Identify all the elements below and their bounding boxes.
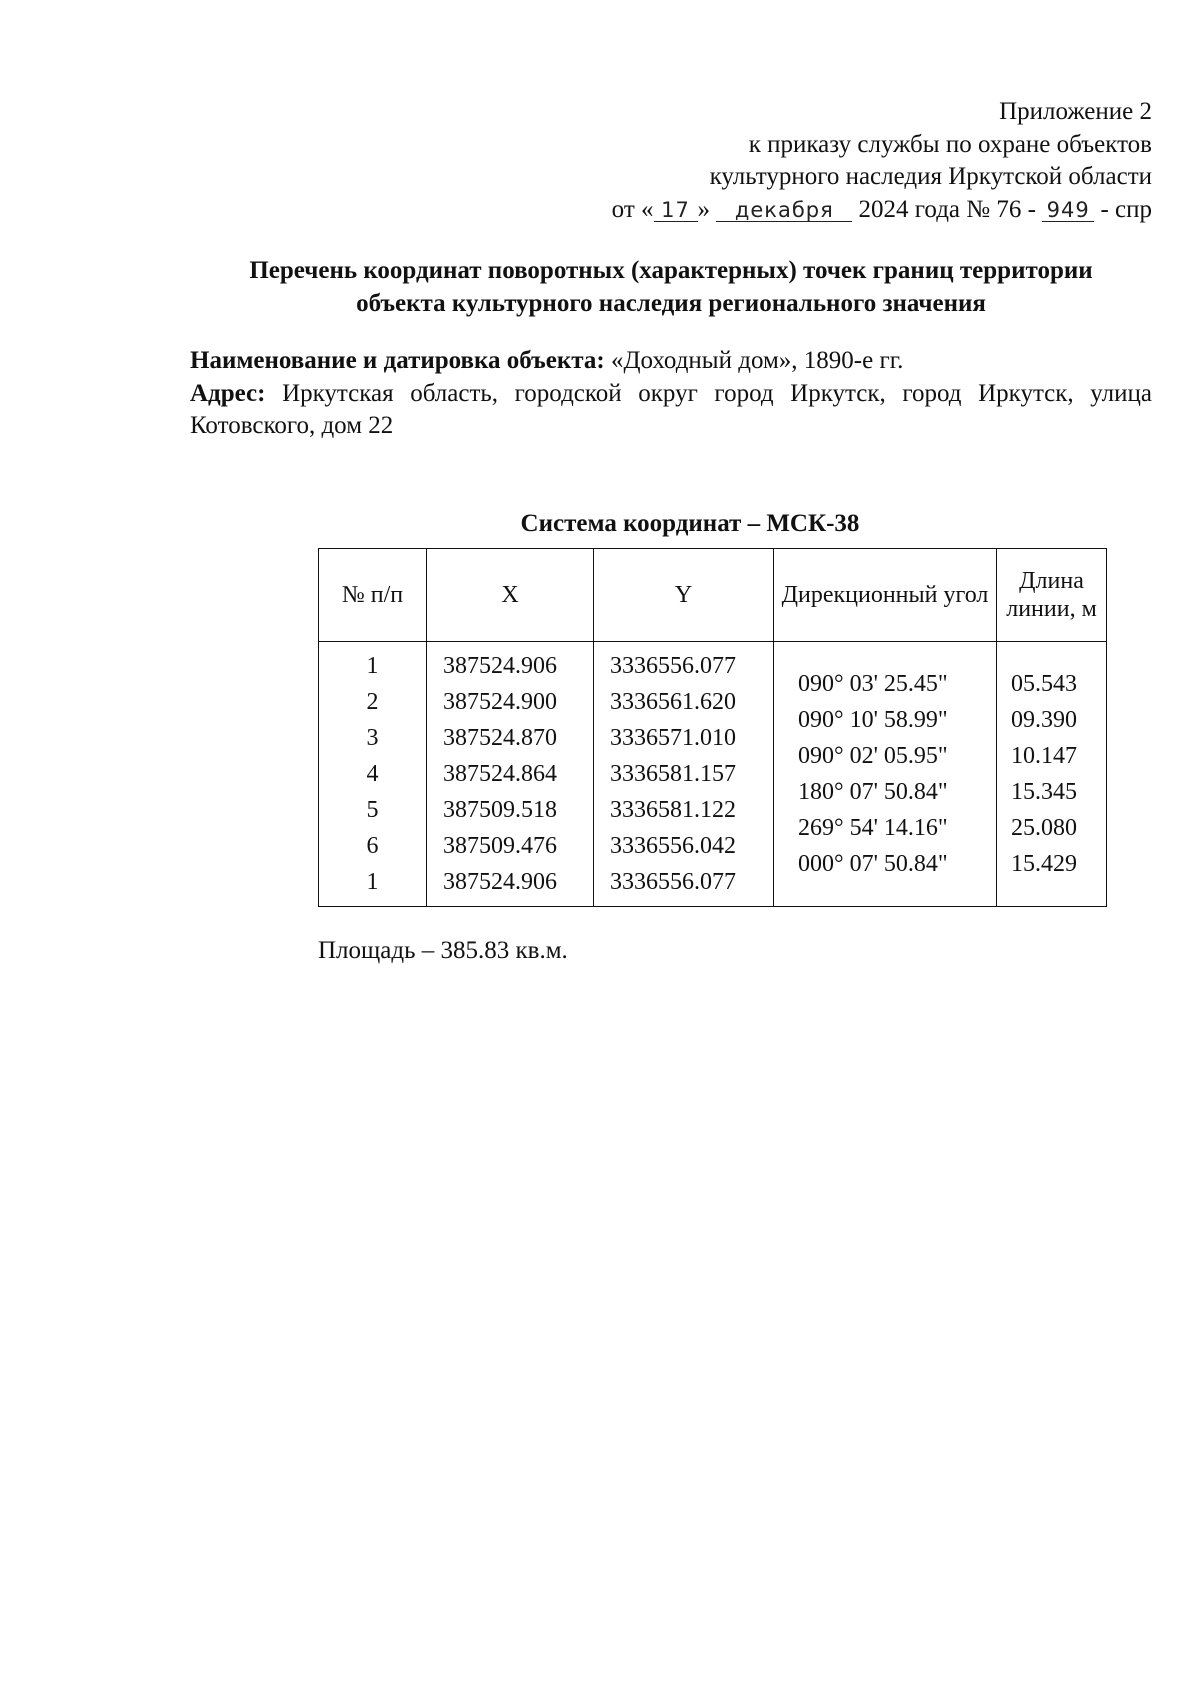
object-name-label: Наименование и датировка объекта: [190, 347, 605, 374]
date-prefix: от « [611, 195, 654, 223]
handwritten-day: 17 [654, 199, 698, 222]
point-x: 387509.476 [443, 833, 557, 859]
area-text: Площадь – 385.83 кв.м. [318, 937, 568, 964]
point-x: 387524.906 [443, 653, 557, 679]
y-column [594, 642, 774, 907]
angle-column [774, 642, 997, 907]
appendix-order-line: к приказу службы по охране объектов [748, 130, 1152, 158]
point-number: 5 [366, 797, 379, 823]
segment-angle: 090° 02' 05.95" [798, 743, 948, 769]
point-y: 3336556.077 [610, 869, 736, 895]
year-text: 2024 года № 76 - [858, 195, 1036, 223]
point-y: 3336556.042 [610, 833, 736, 859]
point-number: 2 [366, 689, 379, 715]
point-x: 387509.518 [443, 797, 557, 823]
point-x: 387524.906 [443, 869, 557, 895]
table-caption: Система координат – МСК-38 [520, 510, 860, 537]
segment-length: 15.345 [1011, 779, 1077, 805]
object-name-value: «Доходный дом», 1890-е гг. [610, 347, 904, 374]
segment-length: 05.543 [1011, 671, 1077, 697]
table-body-row [319, 642, 1107, 907]
x-column [427, 642, 594, 907]
appendix-agency-line: культурного наследия Иркутской области [709, 163, 1152, 190]
length-column [997, 642, 1107, 907]
point-y: 3336581.157 [610, 761, 736, 787]
object-address-value: Иркутская область, городской округ город Иркутск, город Иркутск, улица Котовского, дом 22 [190, 379, 1153, 439]
header-x: X [427, 549, 594, 642]
segment-angle: 269° 54' 14.16" [798, 815, 948, 841]
point-y: 3336571.010 [610, 725, 736, 751]
segment-angle: 090° 03' 25.45" [798, 671, 948, 697]
point-number: 1 [366, 869, 379, 895]
object-info [190, 345, 1152, 443]
num-column [319, 642, 427, 907]
segment-angle: 000° 07' 50.84" [798, 851, 948, 877]
segment-angle: 180° 07' 50.84" [798, 779, 948, 805]
title-line-2: объекта культурного наследия регионального значения [356, 289, 986, 317]
point-x: 387524.864 [443, 761, 557, 787]
angle-stack [774, 642, 996, 906]
header-y: Y [594, 549, 774, 642]
num-stack [319, 642, 426, 906]
segment-length: 10.147 [1011, 743, 1077, 769]
point-number: 3 [366, 725, 379, 751]
point-y: 3336556.077 [610, 653, 736, 679]
header-num: № п/п [319, 549, 427, 642]
point-number: 4 [366, 761, 379, 787]
table-header-row [319, 549, 1107, 642]
segment-angle: 090° 10' 58.99" [798, 707, 948, 733]
y-stack [594, 642, 773, 906]
appendix-title: Приложение 2 [999, 98, 1152, 125]
document-title [190, 255, 1152, 320]
segment-length: 09.390 [1011, 707, 1077, 733]
appendix-block [452, 96, 1152, 226]
object-address-label: Адрес: [190, 379, 266, 407]
point-y: 3336561.620 [610, 689, 736, 715]
header-angle: Дирекционный угол [774, 549, 997, 642]
date-mid: » [697, 195, 711, 223]
title-line-1: Перечень координат поворотных (характерных) точек границ территории [249, 257, 1093, 284]
length-stack [997, 642, 1106, 906]
appendix-date-line [452, 194, 1152, 227]
handwritten-month: декабря [716, 199, 852, 222]
point-y: 3336581.122 [610, 797, 736, 823]
x-stack [427, 642, 593, 906]
coordinates-table [318, 548, 1107, 907]
segment-length: 15.429 [1011, 851, 1077, 877]
object-address-row [190, 378, 1152, 443]
point-number: 1 [366, 653, 379, 679]
segment-length: 25.080 [1011, 815, 1077, 841]
point-number: 6 [366, 833, 379, 859]
object-name-row [190, 345, 1152, 378]
handwritten-order-number: 949 [1042, 199, 1094, 222]
point-x: 387524.900 [443, 689, 557, 715]
order-suffix: - спр [1100, 195, 1152, 223]
point-x: 387524.870 [443, 725, 557, 751]
header-length: Длина линии, м [997, 549, 1107, 642]
